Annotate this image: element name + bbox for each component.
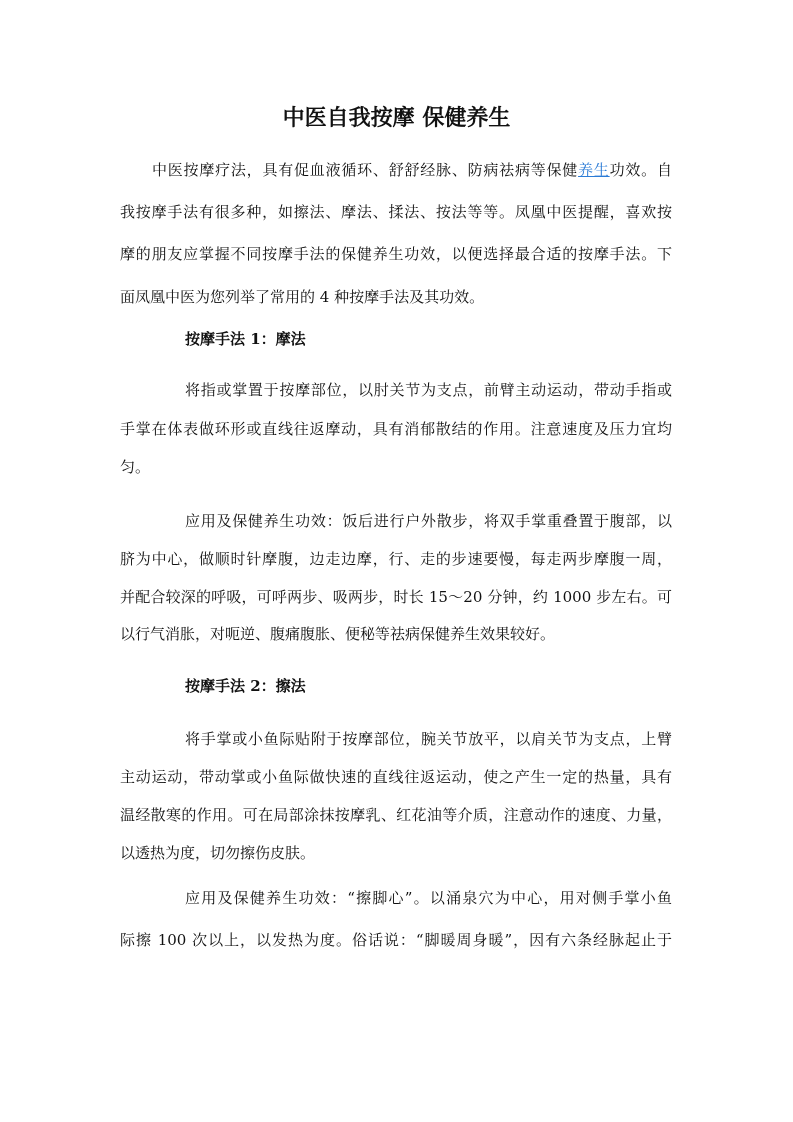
section-heading: 按摩手法 2：擦法: [185, 677, 306, 695]
paragraph-line: 将手掌或小鱼际贴附于按摩部位，腕关节放平，以肩关节为支点，上臂: [185, 730, 672, 748]
document-title: 中医自我按摩 保健养生: [282, 105, 511, 131]
paragraph-line: 应用及保健养生功效：“擦脚心”。以涌泉穴为中心，用对侧手掌小鱼: [185, 889, 672, 907]
intro-line: 面凤凰中医为您列举了常用的 4 种按摩手法及其功效。: [120, 288, 485, 306]
intro-text: 中医按摩疗法，具有促血液循环、舒舒经脉、防病祛病等保健: [152, 161, 579, 179]
paragraph-line: 以行气消胀，对呃逆、腹痛腹胀、便秘等祛病保健养生效果较好。: [120, 625, 556, 643]
yangsheng-link[interactable]: 养生: [578, 161, 610, 179]
paragraph-line: 脐为中心，做顺时针摩腹，边走边摩，行、走的步速要慢，每走两步摩腹一周，: [120, 550, 672, 568]
paragraph-line: 将指或掌置于按摩部位，以肘关节为支点，前臂主动运动，带动手指或: [185, 381, 672, 399]
intro-line: [152, 160, 672, 180]
paragraph-line: 应用及保健养生功效：饭后进行户外散步，将双手掌重叠置于腹部，以: [185, 512, 672, 530]
paragraph-line: 并配合较深的呼吸，可呼两步、吸两步，时长 15～20 分钟，约 1000 步左右。可: [120, 588, 672, 606]
paragraph-line: 际擦 100 次以上，以发热为度。俗话说：“脚暖周身暖”，因有六条经脉起止于: [120, 931, 672, 949]
paragraph-line: 温经散寒的作用。可在局部涂抹按摩乳、红花油等介质，注意动作的速度、力量，: [120, 806, 672, 824]
intro-line: 我按摩手法有很多种，如擦法、摩法、揉法、按法等等。凤凰中医提醒，喜欢按: [120, 203, 672, 221]
paragraph-line: 主动运动，带动掌或小鱼际做快速的直线往返运动，使之产生一定的热量，具有: [120, 768, 672, 786]
paragraph-line: 以透热为度，切勿擦伤皮肤。: [120, 844, 316, 862]
intro-text: 功效。自: [609, 161, 672, 179]
paragraph-line: 手掌在体表做环形或直线往返摩动，具有消郁散结的作用。注意速度及压力宜均: [120, 420, 672, 438]
paragraph-line: 匀。: [120, 458, 151, 476]
intro-line: 摩的朋友应掌握不同按摩手法的保健养生功效，以便选择最合适的按摩手法。下: [120, 245, 672, 263]
section-heading: 按摩手法 1：摩法: [185, 330, 306, 348]
